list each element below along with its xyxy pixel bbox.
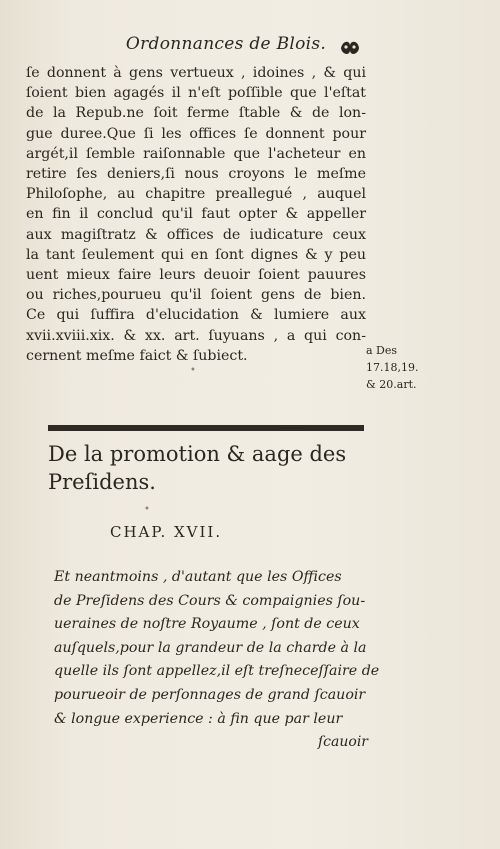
text-line: ſe donnent à gens vertueux , idoines , & qui bbox=[26, 65, 366, 81]
text-line: ueraines de noſtre Royaume , ſont de ceux bbox=[54, 616, 360, 633]
ink-speck: • bbox=[190, 365, 196, 376]
text-line: Et neantmoins , d'autant que les Offices bbox=[54, 569, 342, 585]
text-line: Ce qui ſuffira d'elucidation & lumiere aux bbox=[26, 307, 366, 324]
text-line: ſoient bien agagés il n'eſt poſſible que l'eſtat bbox=[26, 85, 366, 102]
text-line: argét,il ſemble raiſonnable que l'acheteur en bbox=[26, 145, 366, 162]
text-line: gue duree.Que ſi les offices ſe donnent pour bbox=[26, 125, 366, 142]
text-line: auſquels,pour la grandeur de la charde à la bbox=[54, 639, 367, 656]
text-line: de la Repub.ne ſoit ferme ſtable & de lon- bbox=[26, 105, 366, 122]
text-line: uent mieux faire leurs deuoir ſoient pauures bbox=[26, 267, 366, 284]
marginal-note bbox=[366, 342, 446, 393]
commentary-text bbox=[26, 63, 366, 366]
text-line: de Preſidens des Cours & compaignies ſou- bbox=[54, 592, 366, 609]
text-line: Philoſophe, au chapitre preallegué , auquel bbox=[26, 186, 366, 203]
marginal-line: & 20.art. bbox=[366, 378, 417, 391]
ink-speck: • bbox=[144, 504, 150, 515]
marginal-line: a Des bbox=[366, 344, 398, 357]
text-line: ou riches,pourueu qu'il ſoient gens de bien. bbox=[26, 287, 366, 304]
text-line: en fin il conclud qu'il faut opter & appeller bbox=[26, 206, 366, 223]
text-line: quelle ils ſont appellez,il eſt treſneceſſaire de bbox=[54, 663, 380, 680]
text-line: cernent meſme faict & ſubiect. bbox=[26, 347, 248, 364]
chapter-number: CHAP. XVII. bbox=[110, 523, 223, 541]
chapter-title-line: De la promotion & aage des bbox=[48, 442, 347, 466]
chapter-title-line: Preſidens. bbox=[48, 470, 156, 494]
ordinance-text bbox=[54, 566, 380, 731]
chapter-title bbox=[48, 440, 378, 496]
section-divider bbox=[48, 425, 364, 431]
text-line: xvii.xviii.xix. & xx. art. ſuyuans , a qui con- bbox=[26, 327, 366, 344]
catchword: ſcauoir bbox=[318, 734, 368, 750]
text-line: la tant ſeulement qui en ſont dignes & y peu bbox=[26, 246, 366, 263]
text-line: retire ſes deniers,ſi nous croyons le meſme bbox=[26, 166, 366, 183]
text-line: & longue experience : à fin que par leur bbox=[54, 710, 343, 727]
marginal-line: 17.18,19. bbox=[366, 361, 419, 374]
text-line: aux magiſtratz & offices de iudicature ceux bbox=[26, 226, 366, 243]
text-line: pourueoir de perſonnages de grand ſcauoir bbox=[54, 686, 366, 703]
fleuron-icon bbox=[338, 38, 362, 58]
running-title: Ordonnances de Blois. bbox=[125, 34, 327, 54]
